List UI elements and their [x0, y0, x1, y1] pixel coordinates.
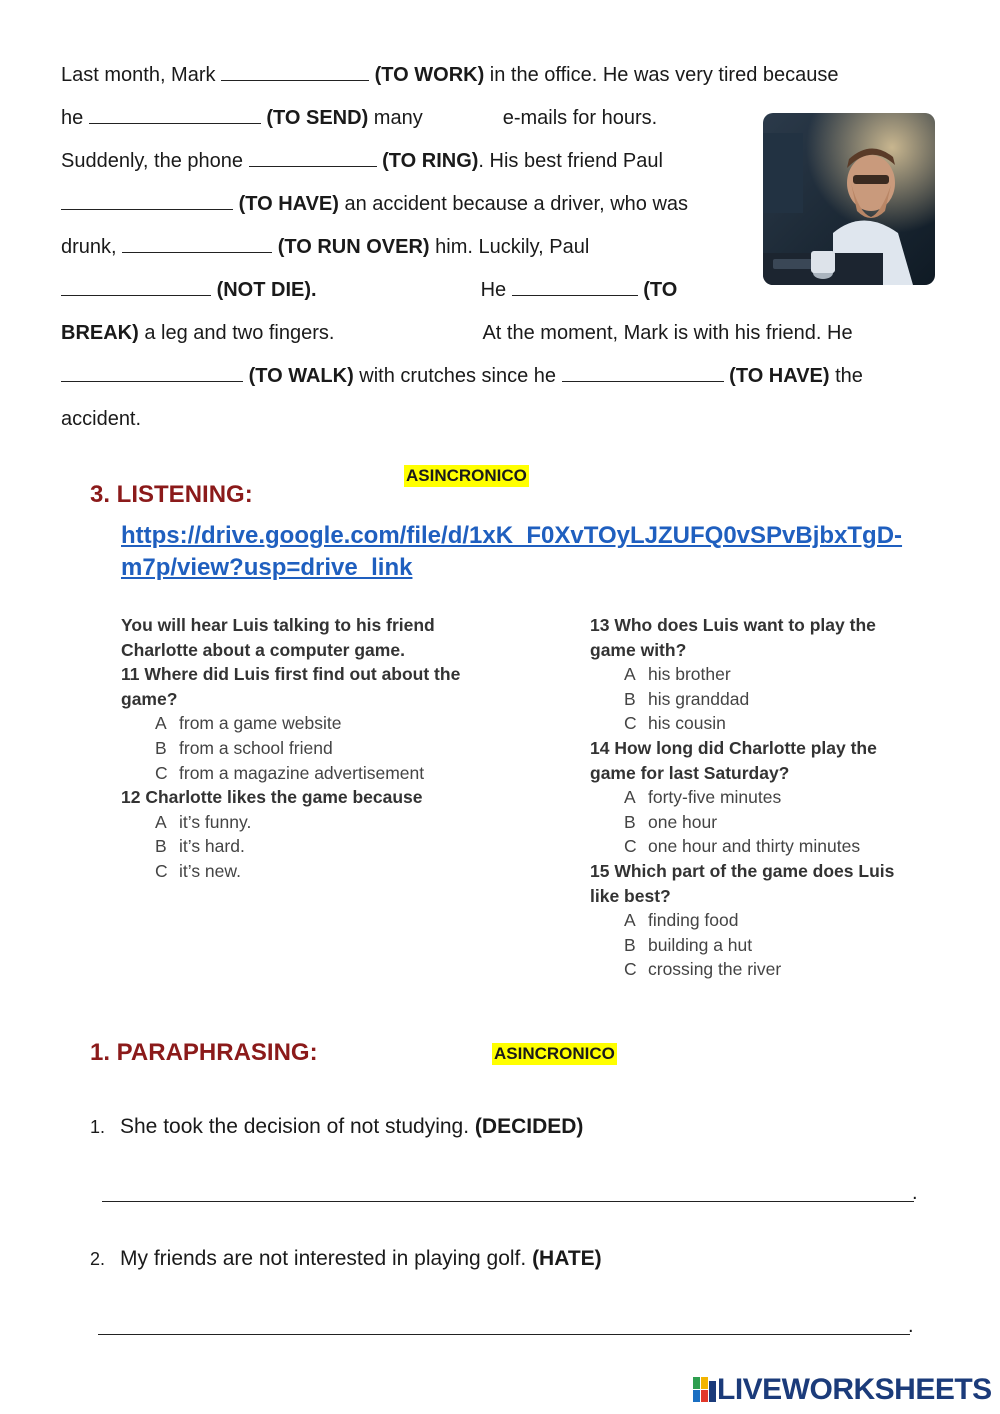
- verb-hint: (TO WALK): [248, 365, 354, 387]
- cloze-line-1: [61, 63, 839, 87]
- cloze-text: many: [368, 107, 423, 129]
- option-text: one hour and thirty minutes: [648, 836, 861, 857]
- question-14-option-b[interactable]: [590, 810, 920, 835]
- question-11-option-c[interactable]: [121, 761, 481, 786]
- audio-link[interactable]: https://drive.google.com/file/d/1xK_F0XvTOyLJZUFQ0vSPvBjbxTgD-m7p/view?usp=drive_link: [121, 522, 903, 581]
- option-text: forty-five minutes: [648, 787, 782, 808]
- option-letter: C: [624, 713, 637, 734]
- question-12-stem: 12 Charlotte likes the game because: [121, 787, 423, 808]
- answer-line-2[interactable]: [98, 1334, 910, 1335]
- asincronico-tag: ASINCRONICO: [406, 466, 527, 485]
- option-letter: B: [624, 934, 636, 955]
- verb-hint: (TO RING): [382, 150, 479, 172]
- question-15-option-b[interactable]: [590, 933, 920, 958]
- cloze-text: he: [61, 107, 89, 129]
- option-text: building a hut: [648, 934, 753, 955]
- cloze-text: At the moment, Mark is with his friend. He: [482, 322, 853, 344]
- verb-hint: (NOT DIE).: [216, 279, 317, 301]
- answer-blank[interactable]: [122, 235, 272, 253]
- option-letter: B: [624, 688, 636, 709]
- question-11-option-b[interactable]: [121, 736, 481, 761]
- cloze-text: drunk,: [61, 236, 123, 258]
- item-text: She took the decision of not studying.: [120, 1115, 475, 1138]
- option-text: from a game website: [179, 713, 342, 734]
- option-letter: C: [624, 959, 637, 980]
- cloze-text: e-mails for hours.: [502, 107, 658, 129]
- question-12-option-b[interactable]: [121, 834, 481, 859]
- answer-blank[interactable]: [61, 278, 211, 296]
- item-text: My friends are not interested in playing golf.: [120, 1247, 533, 1270]
- listening-heading: 3. LISTENING:: [90, 481, 253, 508]
- answer-line-period: .: [908, 1315, 914, 1337]
- option-text: it’s funny.: [179, 811, 252, 832]
- listening-column-left: [121, 613, 481, 884]
- paraphrasing-heading: 1. PARAPHRASING:: [90, 1039, 318, 1066]
- verb-hint: (TO: [643, 279, 678, 301]
- option-text: one hour: [648, 811, 718, 832]
- option-text: from a magazine advertisement: [179, 762, 425, 783]
- option-letter: A: [624, 664, 636, 685]
- option-letter: A: [155, 811, 167, 832]
- cloze-line-8: [61, 364, 863, 388]
- option-letter: C: [155, 860, 168, 881]
- answer-blank[interactable]: [512, 278, 638, 296]
- question-15-option-a[interactable]: [590, 908, 920, 933]
- answer-blank[interactable]: [221, 63, 369, 81]
- key-word: (HATE): [532, 1247, 602, 1270]
- key-word: (DECIDED): [474, 1115, 584, 1138]
- option-letter: B: [624, 811, 636, 832]
- answer-line-1[interactable]: [102, 1201, 914, 1202]
- question-12-option-c[interactable]: [121, 859, 481, 884]
- cloze-line-6: [61, 278, 677, 302]
- option-text: his granddad: [648, 688, 750, 709]
- cloze-text: . His best friend Paul: [478, 150, 663, 172]
- item-number: 2.: [90, 1249, 106, 1269]
- answer-line-period: .: [912, 1182, 918, 1204]
- cloze-text: him. Luckily, Paul: [429, 236, 590, 258]
- verb-hint: (TO WORK): [374, 64, 485, 86]
- asincronico-tag: ASINCRONICO: [494, 1044, 615, 1063]
- cloze-text: accident.: [61, 408, 142, 430]
- cloze-text: an accident because a driver, who was: [338, 193, 689, 215]
- question-15-option-c[interactable]: [590, 957, 920, 982]
- answer-blank[interactable]: [249, 149, 377, 167]
- answer-blank[interactable]: [61, 364, 243, 382]
- option-letter: A: [155, 713, 167, 734]
- question-12-option-a[interactable]: [121, 810, 481, 835]
- option-letter: C: [624, 836, 637, 857]
- verb-hint: (TO HAVE): [729, 365, 830, 387]
- question-13-stem: 13 Who does Luis want to play the game with?: [590, 615, 876, 660]
- option-letter: A: [624, 787, 636, 808]
- question-11-option-a[interactable]: [121, 711, 481, 736]
- option-letter: C: [155, 762, 168, 783]
- option-text: his brother: [648, 664, 731, 685]
- paraphrase-item-2: [90, 1246, 602, 1272]
- option-letter: B: [155, 737, 167, 758]
- cloze-text: the: [829, 365, 863, 387]
- question-13-option-c[interactable]: [590, 711, 920, 736]
- answer-blank[interactable]: [89, 106, 261, 124]
- option-text: it’s hard.: [179, 836, 245, 857]
- option-text: it’s new.: [179, 860, 241, 881]
- verb-hint: (TO SEND): [266, 107, 369, 129]
- liveworksheets-logo-icon: [693, 1377, 717, 1403]
- cloze-line-2: [61, 106, 657, 130]
- listening-column-right: [590, 613, 920, 982]
- cloze-text: with crutches since he: [353, 365, 562, 387]
- question-13-option-b[interactable]: [590, 687, 920, 712]
- option-letter: B: [155, 836, 167, 857]
- question-13-option-a[interactable]: [590, 662, 920, 687]
- option-letter: A: [624, 910, 636, 931]
- verb-hint: BREAK): [61, 322, 139, 344]
- cloze-line-7: [61, 321, 853, 345]
- cloze-text: a leg and two fingers.: [138, 322, 335, 344]
- item-number: 1.: [90, 1117, 106, 1137]
- cloze-text: He: [480, 279, 512, 301]
- option-text: crossing the river: [648, 959, 782, 980]
- answer-blank[interactable]: [61, 192, 233, 210]
- listening-intro: You will hear Luis talking to his friend Charlotte about a computer game.: [121, 615, 435, 660]
- liveworksheets-logo[interactable]: [693, 1374, 992, 1406]
- logo-text: LIVEWORKSHEETS: [717, 1373, 992, 1406]
- verb-hint: (TO HAVE): [238, 193, 339, 215]
- cloze-line-3: [61, 149, 663, 173]
- option-text: his cousin: [648, 713, 726, 734]
- tired-man-at-computer-photo: [763, 113, 935, 285]
- verb-hint: (TO RUN OVER): [277, 236, 430, 258]
- answer-blank[interactable]: [562, 364, 724, 382]
- cloze-line-9: [61, 407, 141, 431]
- question-14-option-a[interactable]: [590, 785, 920, 810]
- option-text: finding food: [648, 910, 739, 931]
- question-11-stem: 11 Where did Luis first find out about the game?: [121, 664, 461, 709]
- cloze-line-5: [61, 235, 589, 259]
- question-14-stem: 14 How long did Charlotte play the game for last Saturday?: [590, 737, 877, 783]
- cloze-text: Suddenly, the phone: [61, 150, 249, 172]
- cloze-text: in the office. He was very tired because: [484, 64, 839, 86]
- option-text: from a school friend: [179, 737, 333, 758]
- question-15-stem: 15 Which part of the game does Luis like best?: [590, 860, 895, 906]
- cloze-text: Last month, Mark: [61, 64, 222, 86]
- cloze-line-4: [61, 192, 688, 216]
- paraphrase-item-1: [90, 1114, 583, 1140]
- question-14-option-c[interactable]: [590, 834, 920, 859]
